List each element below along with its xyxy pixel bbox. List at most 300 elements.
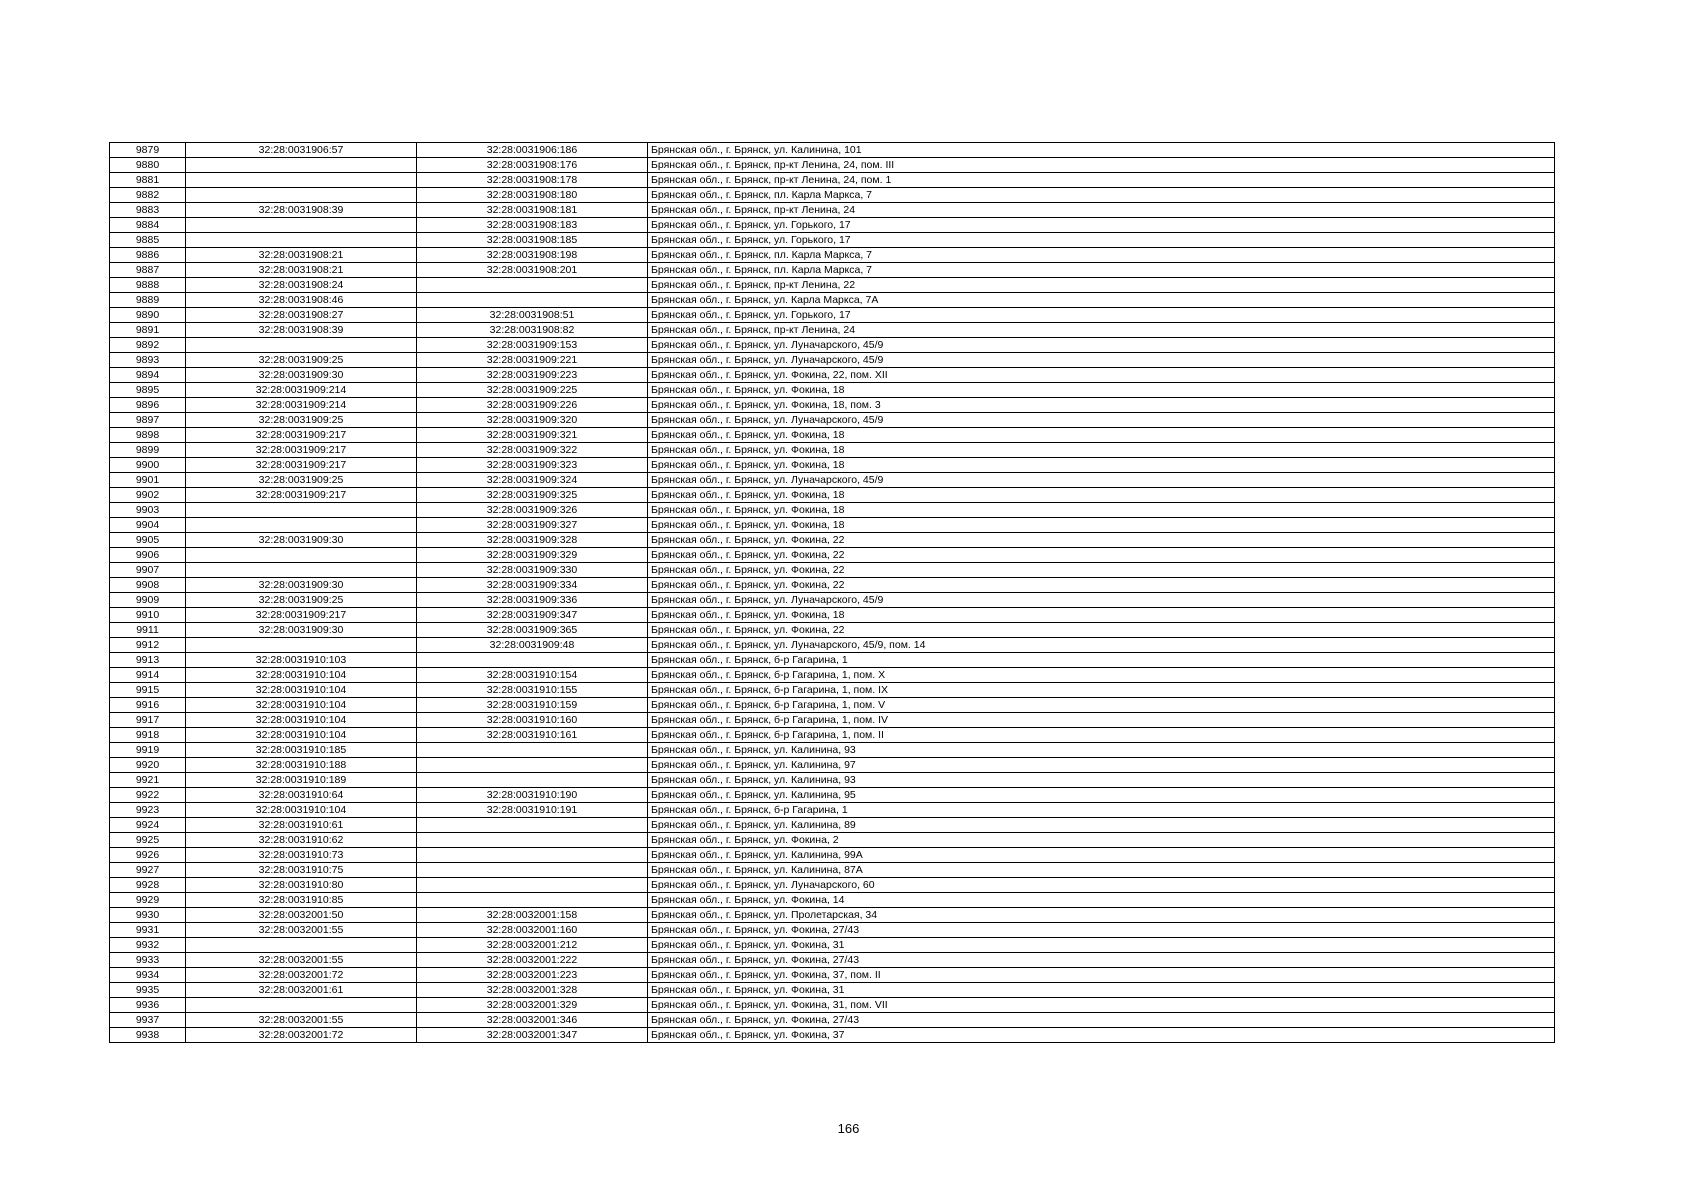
parent-cadastral-number-cell	[186, 998, 417, 1013]
cadastral-number-cell: 32:28:0032001:222	[417, 953, 648, 968]
address-cell: Брянская обл., г. Брянск, ул. Калинина, 101	[648, 143, 1555, 158]
parent-cadastral-number-cell: 32:28:0032001:50	[186, 908, 417, 923]
table-row	[110, 833, 1555, 848]
parent-cadastral-number-cell: 32:28:0031910:104	[186, 668, 417, 683]
parent-cadastral-number-cell	[186, 938, 417, 953]
table-row	[110, 983, 1555, 998]
address-cell: Брянская обл., г. Брянск, ул. Калинина, 93	[648, 773, 1555, 788]
parent-cadastral-number-cell: 32:28:0031910:103	[186, 653, 417, 668]
cadastral-number-cell: 32:28:0031909:347	[417, 608, 648, 623]
cadastral-number-cell: 32:28:0031909:226	[417, 398, 648, 413]
table-row	[110, 518, 1555, 533]
cadastral-number-cell: 32:28:0031909:325	[417, 488, 648, 503]
parent-cadastral-number-cell	[186, 233, 417, 248]
cadastral-number-cell: 32:28:0031908:51	[417, 308, 648, 323]
row-number-cell: 9892	[110, 338, 186, 353]
cadastral-number-cell: 32:28:0032001:328	[417, 983, 648, 998]
parent-cadastral-number-cell: 32:28:0032001:61	[186, 983, 417, 998]
row-number-cell: 9885	[110, 233, 186, 248]
table-row	[110, 923, 1555, 938]
address-cell: Брянская обл., г. Брянск, ул. Фокина, 27/43	[648, 953, 1555, 968]
table-row	[110, 608, 1555, 623]
parent-cadastral-number-cell	[186, 548, 417, 563]
address-cell: Брянская обл., г. Брянск, ул. Фокина, 18	[648, 428, 1555, 443]
table-row	[110, 908, 1555, 923]
row-number-cell: 9898	[110, 428, 186, 443]
cadastral-number-cell: 32:28:0031910:159	[417, 698, 648, 713]
cadastral-number-cell: 32:28:0031909:223	[417, 368, 648, 383]
table-row	[110, 308, 1555, 323]
cadastral-number-cell: 32:28:0032001:160	[417, 923, 648, 938]
address-cell: Брянская обл., г. Брянск, ул. Фокина, 18	[648, 458, 1555, 473]
table-row	[110, 698, 1555, 713]
table-row	[110, 158, 1555, 173]
parent-cadastral-number-cell: 32:28:0031910:104	[186, 803, 417, 818]
row-number-cell: 9889	[110, 293, 186, 308]
cadastral-number-cell: 32:28:0031910:155	[417, 683, 648, 698]
parent-cadastral-number-cell	[186, 218, 417, 233]
address-cell: Брянская обл., г. Брянск, пр-кт Ленина, 22	[648, 278, 1555, 293]
cadastral-number-cell: 32:28:0031910:190	[417, 788, 648, 803]
parent-cadastral-number-cell: 32:28:0031908:27	[186, 308, 417, 323]
row-number-cell: 9897	[110, 413, 186, 428]
parent-cadastral-number-cell: 32:28:0031909:25	[186, 353, 417, 368]
address-cell: Брянская обл., г. Брянск, ул. Карла Маркса, 7А	[648, 293, 1555, 308]
cadastral-number-cell: 32:28:0031906:186	[417, 143, 648, 158]
address-cell: Брянская обл., г. Брянск, ул. Луначарского, 60	[648, 878, 1555, 893]
cadastral-number-cell: 32:28:0031908:180	[417, 188, 648, 203]
row-number-cell: 9894	[110, 368, 186, 383]
parent-cadastral-number-cell	[186, 173, 417, 188]
parent-cadastral-number-cell: 32:28:0031910:104	[186, 683, 417, 698]
cadastral-number-cell: 32:28:0031910:160	[417, 713, 648, 728]
parent-cadastral-number-cell: 32:28:0031910:104	[186, 698, 417, 713]
address-cell: Брянская обл., г. Брянск, пл. Карла Маркса, 7	[648, 248, 1555, 263]
table-row	[110, 548, 1555, 563]
cadastral-number-cell: 32:28:0031908:185	[417, 233, 648, 248]
table-row	[110, 188, 1555, 203]
address-cell: Брянская обл., г. Брянск, ул. Пролетарская, 34	[648, 908, 1555, 923]
address-cell: Брянская обл., г. Брянск, б-р Гагарина, 1, пом. X	[648, 668, 1555, 683]
cadastral-number-cell: 32:28:0032001:212	[417, 938, 648, 953]
address-cell: Брянская обл., г. Брянск, ул. Фокина, 31, пом. VII	[648, 998, 1555, 1013]
cadastral-number-cell: 32:28:0031909:225	[417, 383, 648, 398]
parent-cadastral-number-cell: 32:28:0031908:39	[186, 323, 417, 338]
cadastral-number-cell	[417, 893, 648, 908]
table-row	[110, 263, 1555, 278]
address-cell: Брянская обл., г. Брянск, ул. Калинина, 89	[648, 818, 1555, 833]
row-number-cell: 9924	[110, 818, 186, 833]
address-cell: Брянская обл., г. Брянск, ул. Калинина, 95	[648, 788, 1555, 803]
parent-cadastral-number-cell: 32:28:0031910:80	[186, 878, 417, 893]
parent-cadastral-number-cell: 32:28:0031909:217	[186, 608, 417, 623]
table-row	[110, 458, 1555, 473]
address-cell: Брянская обл., г. Брянск, ул. Фокина, 18, пом. 3	[648, 398, 1555, 413]
row-number-cell: 9925	[110, 833, 186, 848]
registry-table-body	[110, 143, 1555, 1043]
table-row	[110, 338, 1555, 353]
cadastral-number-cell	[417, 743, 648, 758]
row-number-cell: 9936	[110, 998, 186, 1013]
row-number-cell: 9931	[110, 923, 186, 938]
parent-cadastral-number-cell: 32:28:0031909:25	[186, 413, 417, 428]
row-number-cell: 9922	[110, 788, 186, 803]
row-number-cell: 9915	[110, 683, 186, 698]
table-row	[110, 233, 1555, 248]
address-cell: Брянская обл., г. Брянск, пл. Карла Маркса, 7	[648, 263, 1555, 278]
row-number-cell: 9910	[110, 608, 186, 623]
parent-cadastral-number-cell: 32:28:0031910:104	[186, 728, 417, 743]
cadastral-number-cell	[417, 818, 648, 833]
parent-cadastral-number-cell: 32:28:0031909:30	[186, 623, 417, 638]
row-number-cell: 9880	[110, 158, 186, 173]
row-number-cell: 9911	[110, 623, 186, 638]
row-number-cell: 9918	[110, 728, 186, 743]
parent-cadastral-number-cell: 32:28:0031910:104	[186, 713, 417, 728]
parent-cadastral-number-cell	[186, 503, 417, 518]
cadastral-number-cell: 32:28:0031908:183	[417, 218, 648, 233]
cadastral-number-cell: 32:28:0031909:221	[417, 353, 648, 368]
parent-cadastral-number-cell	[186, 518, 417, 533]
table-row	[110, 758, 1555, 773]
parent-cadastral-number-cell: 32:28:0032001:72	[186, 968, 417, 983]
table-row	[110, 893, 1555, 908]
parent-cadastral-number-cell: 32:28:0031908:21	[186, 263, 417, 278]
registry-table	[109, 142, 1555, 1043]
table-row	[110, 878, 1555, 893]
row-number-cell: 9908	[110, 578, 186, 593]
address-cell: Брянская обл., г. Брянск, б-р Гагарина, 1, пом. IV	[648, 713, 1555, 728]
table-row	[110, 773, 1555, 788]
parent-cadastral-number-cell: 32:28:0032001:55	[186, 1013, 417, 1028]
row-number-cell: 9893	[110, 353, 186, 368]
cadastral-number-cell: 32:28:0031908:201	[417, 263, 648, 278]
parent-cadastral-number-cell: 32:28:0031908:39	[186, 203, 417, 218]
parent-cadastral-number-cell: 32:28:0031909:214	[186, 383, 417, 398]
row-number-cell: 9883	[110, 203, 186, 218]
table-row	[110, 293, 1555, 308]
row-number-cell: 9886	[110, 248, 186, 263]
table-row	[110, 788, 1555, 803]
parent-cadastral-number-cell	[186, 158, 417, 173]
row-number-cell: 9909	[110, 593, 186, 608]
cadastral-number-cell	[417, 863, 648, 878]
address-cell: Брянская обл., г. Брянск, б-р Гагарина, 1	[648, 653, 1555, 668]
row-number-cell: 9906	[110, 548, 186, 563]
row-number-cell: 9928	[110, 878, 186, 893]
cadastral-number-cell: 32:28:0031908:198	[417, 248, 648, 263]
cadastral-number-cell: 32:28:0031909:328	[417, 533, 648, 548]
parent-cadastral-number-cell: 32:28:0031909:25	[186, 593, 417, 608]
parent-cadastral-number-cell: 32:28:0031910:188	[186, 758, 417, 773]
row-number-cell: 9914	[110, 668, 186, 683]
address-cell: Брянская обл., г. Брянск, ул. Фокина, 18	[648, 443, 1555, 458]
cadastral-number-cell	[417, 653, 648, 668]
address-cell: Брянская обл., г. Брянск, б-р Гагарина, 1	[648, 803, 1555, 818]
table-row	[110, 938, 1555, 953]
table-row	[110, 503, 1555, 518]
parent-cadastral-number-cell: 32:28:0031909:217	[186, 428, 417, 443]
cadastral-number-cell: 32:28:0031908:178	[417, 173, 648, 188]
cadastral-number-cell: 32:28:0032001:347	[417, 1028, 648, 1043]
cadastral-number-cell: 32:28:0031908:176	[417, 158, 648, 173]
address-cell: Брянская обл., г. Брянск, ул. Горького, 17	[648, 308, 1555, 323]
row-number-cell: 9929	[110, 893, 186, 908]
parent-cadastral-number-cell: 32:28:0031910:85	[186, 893, 417, 908]
address-cell: Брянская обл., г. Брянск, пр-кт Ленина, 24, пом. III	[648, 158, 1555, 173]
address-cell: Брянская обл., г. Брянск, ул. Фокина, 18	[648, 488, 1555, 503]
parent-cadastral-number-cell: 32:28:0031909:25	[186, 473, 417, 488]
row-number-cell: 9907	[110, 563, 186, 578]
parent-cadastral-number-cell: 32:28:0031908:46	[186, 293, 417, 308]
address-cell: Брянская обл., г. Брянск, пр-кт Ленина, 24, пом. 1	[648, 173, 1555, 188]
address-cell: Брянская обл., г. Брянск, ул. Фокина, 37	[648, 1028, 1555, 1043]
row-number-cell: 9935	[110, 983, 186, 998]
address-cell: Брянская обл., г. Брянск, ул. Калинина, 99А	[648, 848, 1555, 863]
row-number-cell: 9932	[110, 938, 186, 953]
cadastral-number-cell: 32:28:0031909:320	[417, 413, 648, 428]
row-number-cell: 9905	[110, 533, 186, 548]
table-row	[110, 383, 1555, 398]
table-row	[110, 713, 1555, 728]
parent-cadastral-number-cell: 32:28:0031909:30	[186, 368, 417, 383]
row-number-cell: 9884	[110, 218, 186, 233]
address-cell: Брянская обл., г. Брянск, ул. Калинина, 87А	[648, 863, 1555, 878]
cadastral-number-cell: 32:28:0031909:321	[417, 428, 648, 443]
table-row	[110, 653, 1555, 668]
cadastral-number-cell	[417, 293, 648, 308]
cadastral-number-cell: 32:28:0032001:223	[417, 968, 648, 983]
table-row	[110, 173, 1555, 188]
address-cell: Брянская обл., г. Брянск, ул. Луначарского, 45/9	[648, 413, 1555, 428]
address-cell: Брянская обл., г. Брянск, ул. Фокина, 22	[648, 563, 1555, 578]
table-row	[110, 203, 1555, 218]
parent-cadastral-number-cell: 32:28:0031908:24	[186, 278, 417, 293]
cadastral-number-cell: 32:28:0031910:154	[417, 668, 648, 683]
row-number-cell: 9921	[110, 773, 186, 788]
cadastral-number-cell: 32:28:0031910:161	[417, 728, 648, 743]
parent-cadastral-number-cell	[186, 563, 417, 578]
row-number-cell: 9896	[110, 398, 186, 413]
address-cell: Брянская обл., г. Брянск, ул. Фокина, 31	[648, 938, 1555, 953]
address-cell: Брянская обл., г. Брянск, ул. Фокина, 22	[648, 548, 1555, 563]
row-number-cell: 9901	[110, 473, 186, 488]
row-number-cell: 9890	[110, 308, 186, 323]
row-number-cell: 9930	[110, 908, 186, 923]
parent-cadastral-number-cell: 32:28:0031910:61	[186, 818, 417, 833]
row-number-cell: 9888	[110, 278, 186, 293]
parent-cadastral-number-cell: 32:28:0031910:62	[186, 833, 417, 848]
row-number-cell: 9900	[110, 458, 186, 473]
cadastral-number-cell: 32:28:0031909:327	[417, 518, 648, 533]
address-cell: Брянская обл., г. Брянск, ул. Фокина, 18	[648, 383, 1555, 398]
cadastral-number-cell: 32:28:0031909:324	[417, 473, 648, 488]
address-cell: Брянская обл., г. Брянск, ул. Фокина, 18	[648, 608, 1555, 623]
table-row	[110, 278, 1555, 293]
address-cell: Брянская обл., г. Брянск, ул. Луначарского, 45/9, пом. 14	[648, 638, 1555, 653]
address-cell: Брянская обл., г. Брянск, ул. Фокина, 31	[648, 983, 1555, 998]
table-row	[110, 683, 1555, 698]
cadastral-number-cell: 32:28:0031909:322	[417, 443, 648, 458]
parent-cadastral-number-cell: 32:28:0031909:217	[186, 458, 417, 473]
row-number-cell: 9891	[110, 323, 186, 338]
table-row	[110, 143, 1555, 158]
table-row	[110, 848, 1555, 863]
row-number-cell: 9938	[110, 1028, 186, 1043]
address-cell: Брянская обл., г. Брянск, ул. Фокина, 37, пом. II	[648, 968, 1555, 983]
cadastral-number-cell: 32:28:0032001:158	[417, 908, 648, 923]
address-cell: Брянская обл., г. Брянск, б-р Гагарина, 1, пом. IX	[648, 683, 1555, 698]
parent-cadastral-number-cell: 32:28:0031910:75	[186, 863, 417, 878]
table-row	[110, 413, 1555, 428]
parent-cadastral-number-cell: 32:28:0031908:21	[186, 248, 417, 263]
cadastral-number-cell	[417, 848, 648, 863]
address-cell: Брянская обл., г. Брянск, пр-кт Ленина, 24	[648, 323, 1555, 338]
table-row	[110, 248, 1555, 263]
cadastral-number-cell	[417, 758, 648, 773]
table-row	[110, 428, 1555, 443]
parent-cadastral-number-cell: 32:28:0031909:217	[186, 443, 417, 458]
table-row	[110, 743, 1555, 758]
address-cell: Брянская обл., г. Брянск, ул. Фокина, 2	[648, 833, 1555, 848]
address-cell: Брянская обл., г. Брянск, пл. Карла Маркса, 7	[648, 188, 1555, 203]
cadastral-number-cell: 32:28:0031909:334	[417, 578, 648, 593]
table-row	[110, 863, 1555, 878]
address-cell: Брянская обл., г. Брянск, ул. Горького, 17	[648, 218, 1555, 233]
row-number-cell: 9919	[110, 743, 186, 758]
cadastral-number-cell: 32:28:0031909:336	[417, 593, 648, 608]
address-cell: Брянская обл., г. Брянск, ул. Луначарского, 45/9	[648, 338, 1555, 353]
table-row	[110, 488, 1555, 503]
table-row	[110, 968, 1555, 983]
cadastral-number-cell	[417, 878, 648, 893]
parent-cadastral-number-cell	[186, 188, 417, 203]
table-row	[110, 668, 1555, 683]
table-row	[110, 638, 1555, 653]
address-cell: Брянская обл., г. Брянск, пр-кт Ленина, 24	[648, 203, 1555, 218]
parent-cadastral-number-cell: 32:28:0031909:217	[186, 488, 417, 503]
cadastral-number-cell: 32:28:0031909:365	[417, 623, 648, 638]
address-cell: Брянская обл., г. Брянск, ул. Горького, 17	[648, 233, 1555, 248]
cadastral-number-cell: 32:28:0031909:330	[417, 563, 648, 578]
address-cell: Брянская обл., г. Брянск, ул. Фокина, 22	[648, 533, 1555, 548]
parent-cadastral-number-cell: 32:28:0032001:55	[186, 923, 417, 938]
cadastral-number-cell: 32:28:0031908:82	[417, 323, 648, 338]
row-number-cell: 9926	[110, 848, 186, 863]
cadastral-number-cell	[417, 278, 648, 293]
address-cell: Брянская обл., г. Брянск, б-р Гагарина, 1, пом. II	[648, 728, 1555, 743]
table-row	[110, 818, 1555, 833]
row-number-cell: 9903	[110, 503, 186, 518]
table-row	[110, 578, 1555, 593]
row-number-cell: 9923	[110, 803, 186, 818]
parent-cadastral-number-cell: 32:28:0031909:30	[186, 578, 417, 593]
address-cell: Брянская обл., г. Брянск, ул. Луначарского, 45/9	[648, 473, 1555, 488]
row-number-cell: 9912	[110, 638, 186, 653]
parent-cadastral-number-cell: 32:28:0031910:64	[186, 788, 417, 803]
table-row	[110, 533, 1555, 548]
parent-cadastral-number-cell: 32:28:0031910:189	[186, 773, 417, 788]
row-number-cell: 9913	[110, 653, 186, 668]
cadastral-number-cell: 32:28:0031908:181	[417, 203, 648, 218]
table-row	[110, 563, 1555, 578]
table-row	[110, 623, 1555, 638]
row-number-cell: 9887	[110, 263, 186, 278]
parent-cadastral-number-cell	[186, 338, 417, 353]
parent-cadastral-number-cell	[186, 638, 417, 653]
row-number-cell: 9882	[110, 188, 186, 203]
table-row	[110, 473, 1555, 488]
address-cell: Брянская обл., г. Брянск, ул. Фокина, 27/43	[648, 923, 1555, 938]
table-row	[110, 398, 1555, 413]
row-number-cell: 9916	[110, 698, 186, 713]
cadastral-number-cell: 32:28:0032001:346	[417, 1013, 648, 1028]
parent-cadastral-number-cell: 32:28:0031909:214	[186, 398, 417, 413]
address-cell: Брянская обл., г. Брянск, ул. Фокина, 22, пом. XII	[648, 368, 1555, 383]
row-number-cell: 9904	[110, 518, 186, 533]
table-row	[110, 1013, 1555, 1028]
parent-cadastral-number-cell: 32:28:0032001:55	[186, 953, 417, 968]
table-row	[110, 998, 1555, 1013]
row-number-cell: 9881	[110, 173, 186, 188]
row-number-cell: 9899	[110, 443, 186, 458]
table-row	[110, 368, 1555, 383]
cadastral-number-cell: 32:28:0031909:326	[417, 503, 648, 518]
address-cell: Брянская обл., г. Брянск, ул. Фокина, 22	[648, 623, 1555, 638]
row-number-cell: 9895	[110, 383, 186, 398]
cadastral-number-cell: 32:28:0031909:153	[417, 338, 648, 353]
table-row	[110, 1028, 1555, 1043]
address-cell: Брянская обл., г. Брянск, ул. Калинина, 93	[648, 743, 1555, 758]
cadastral-number-cell: 32:28:0031909:48	[417, 638, 648, 653]
address-cell: Брянская обл., г. Брянск, ул. Фокина, 18	[648, 518, 1555, 533]
table-row	[110, 323, 1555, 338]
page-number: 166	[837, 1121, 860, 1136]
cadastral-number-cell: 32:28:0032001:329	[417, 998, 648, 1013]
table-row	[110, 728, 1555, 743]
address-cell: Брянская обл., г. Брянск, ул. Луначарского, 45/9	[648, 353, 1555, 368]
cadastral-number-cell: 32:28:0031909:323	[417, 458, 648, 473]
row-number-cell: 9902	[110, 488, 186, 503]
table-row	[110, 953, 1555, 968]
parent-cadastral-number-cell: 32:28:0031909:30	[186, 533, 417, 548]
cadastral-number-cell: 32:28:0031910:191	[417, 803, 648, 818]
table-row	[110, 593, 1555, 608]
table-row	[110, 803, 1555, 818]
parent-cadastral-number-cell: 32:28:0032001:72	[186, 1028, 417, 1043]
address-cell: Брянская обл., г. Брянск, б-р Гагарина, 1, пом. V	[648, 698, 1555, 713]
cadastral-number-cell	[417, 833, 648, 848]
address-cell: Брянская обл., г. Брянск, ул. Калинина, 97	[648, 758, 1555, 773]
table-row	[110, 443, 1555, 458]
row-number-cell: 9927	[110, 863, 186, 878]
table-row	[110, 353, 1555, 368]
row-number-cell: 9933	[110, 953, 186, 968]
table-row	[110, 218, 1555, 233]
address-cell: Брянская обл., г. Брянск, ул. Фокина, 22	[648, 578, 1555, 593]
cadastral-number-cell: 32:28:0031909:329	[417, 548, 648, 563]
parent-cadastral-number-cell: 32:28:0031910:185	[186, 743, 417, 758]
row-number-cell: 9917	[110, 713, 186, 728]
cadastral-number-cell	[417, 773, 648, 788]
parent-cadastral-number-cell: 32:28:0031906:57	[186, 143, 417, 158]
row-number-cell: 9920	[110, 758, 186, 773]
row-number-cell: 9937	[110, 1013, 186, 1028]
address-cell: Брянская обл., г. Брянск, ул. Фокина, 18	[648, 503, 1555, 518]
address-cell: Брянская обл., г. Брянск, ул. Луначарского, 45/9	[648, 593, 1555, 608]
address-cell: Брянская обл., г. Брянск, ул. Фокина, 14	[648, 893, 1555, 908]
address-cell: Брянская обл., г. Брянск, ул. Фокина, 27/43	[648, 1013, 1555, 1028]
